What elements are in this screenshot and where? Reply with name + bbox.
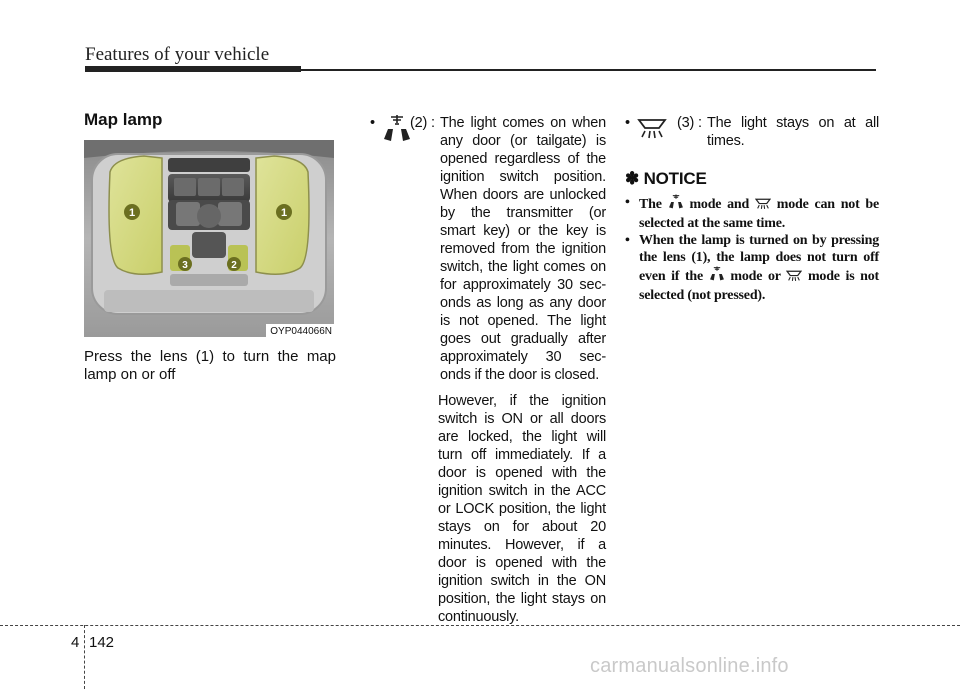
lamp-on-icon xyxy=(755,196,771,215)
figure-caption: Press the lens (1) to turn the map lamp on or off xyxy=(84,348,336,383)
door-mode-item xyxy=(370,114,606,384)
overhead-console-illustration xyxy=(84,140,334,337)
notice-2-text-c: mode is not selected (not pressed). xyxy=(639,269,879,303)
page-number: 142 xyxy=(89,634,115,651)
on-mode-description: The light stays on at all times. xyxy=(707,115,879,149)
notice-item-2 xyxy=(625,232,879,304)
notice-title: ✽ NOTICE xyxy=(625,169,707,188)
notice-2-text-b: mode or xyxy=(730,269,781,284)
callout-label-1b: 1 xyxy=(280,207,288,219)
callout-label-3: 3 xyxy=(182,260,188,271)
notice-1-text-a: The xyxy=(639,197,662,212)
header-rule xyxy=(301,69,876,71)
door-lamp-icon xyxy=(382,114,412,149)
callout-label-1a: 1 xyxy=(128,207,136,219)
section-title: Map lamp xyxy=(84,110,163,129)
door-mode-number: (2) : xyxy=(410,115,435,131)
notice-2-text-a: When the lamp is turned on by pressing the lens (1), the lamp does not turn off even if the xyxy=(639,233,879,284)
header-title: Features of your vehicle xyxy=(85,44,270,65)
lamp-on-icon xyxy=(637,114,667,145)
watermark: carmanualsonline.info xyxy=(590,655,789,677)
door-mode-continuation: However, if the ignition switch is ON or all doors are locked, the light will turn off immediately. If a door is opened with the ignition switch in the ACC or LOCK position, the light stays on for about 20 minutes. However, if a door is opened with the ignition switch in the ON position, the light stays on continuously. xyxy=(438,393,606,625)
on-mode-column xyxy=(625,114,879,304)
door-mode-column xyxy=(370,114,606,626)
map-lamp-photo xyxy=(84,140,334,337)
door-lamp-icon xyxy=(709,266,725,287)
footer-rule xyxy=(0,625,960,626)
header-bar xyxy=(85,66,301,72)
figure-code: OYP044066N xyxy=(270,326,332,337)
door-mode-description: The light comes on when any door (or tailgate) is opened regardless of the ignition switch position. When doors are unlocked by the transmitter (or smart key) or the key is removed from the ignition switch, the light comes on for approximately 30 sec-onds as long as any door is not opened. The light goes out gradually after approximately 30 sec-onds if the door is closed. xyxy=(440,115,606,383)
chapter-number: 4 xyxy=(71,634,80,651)
callout-label-2: 2 xyxy=(231,260,237,271)
notice-list xyxy=(625,194,879,304)
on-mode-number: (3) : xyxy=(677,115,702,131)
bullet: • xyxy=(625,195,630,210)
on-mode-item xyxy=(625,114,879,150)
notice-1-text-c: mode can not be selected at the same time. xyxy=(639,197,879,231)
notice-item-1 xyxy=(625,194,879,232)
footer-divider xyxy=(84,625,85,689)
lamp-on-icon xyxy=(786,268,802,287)
bullet: • xyxy=(370,115,375,131)
notice-1-text-b: mode and xyxy=(689,197,750,212)
bullet: • xyxy=(625,233,630,248)
door-lamp-icon xyxy=(668,194,684,215)
bullet: • xyxy=(625,115,630,131)
